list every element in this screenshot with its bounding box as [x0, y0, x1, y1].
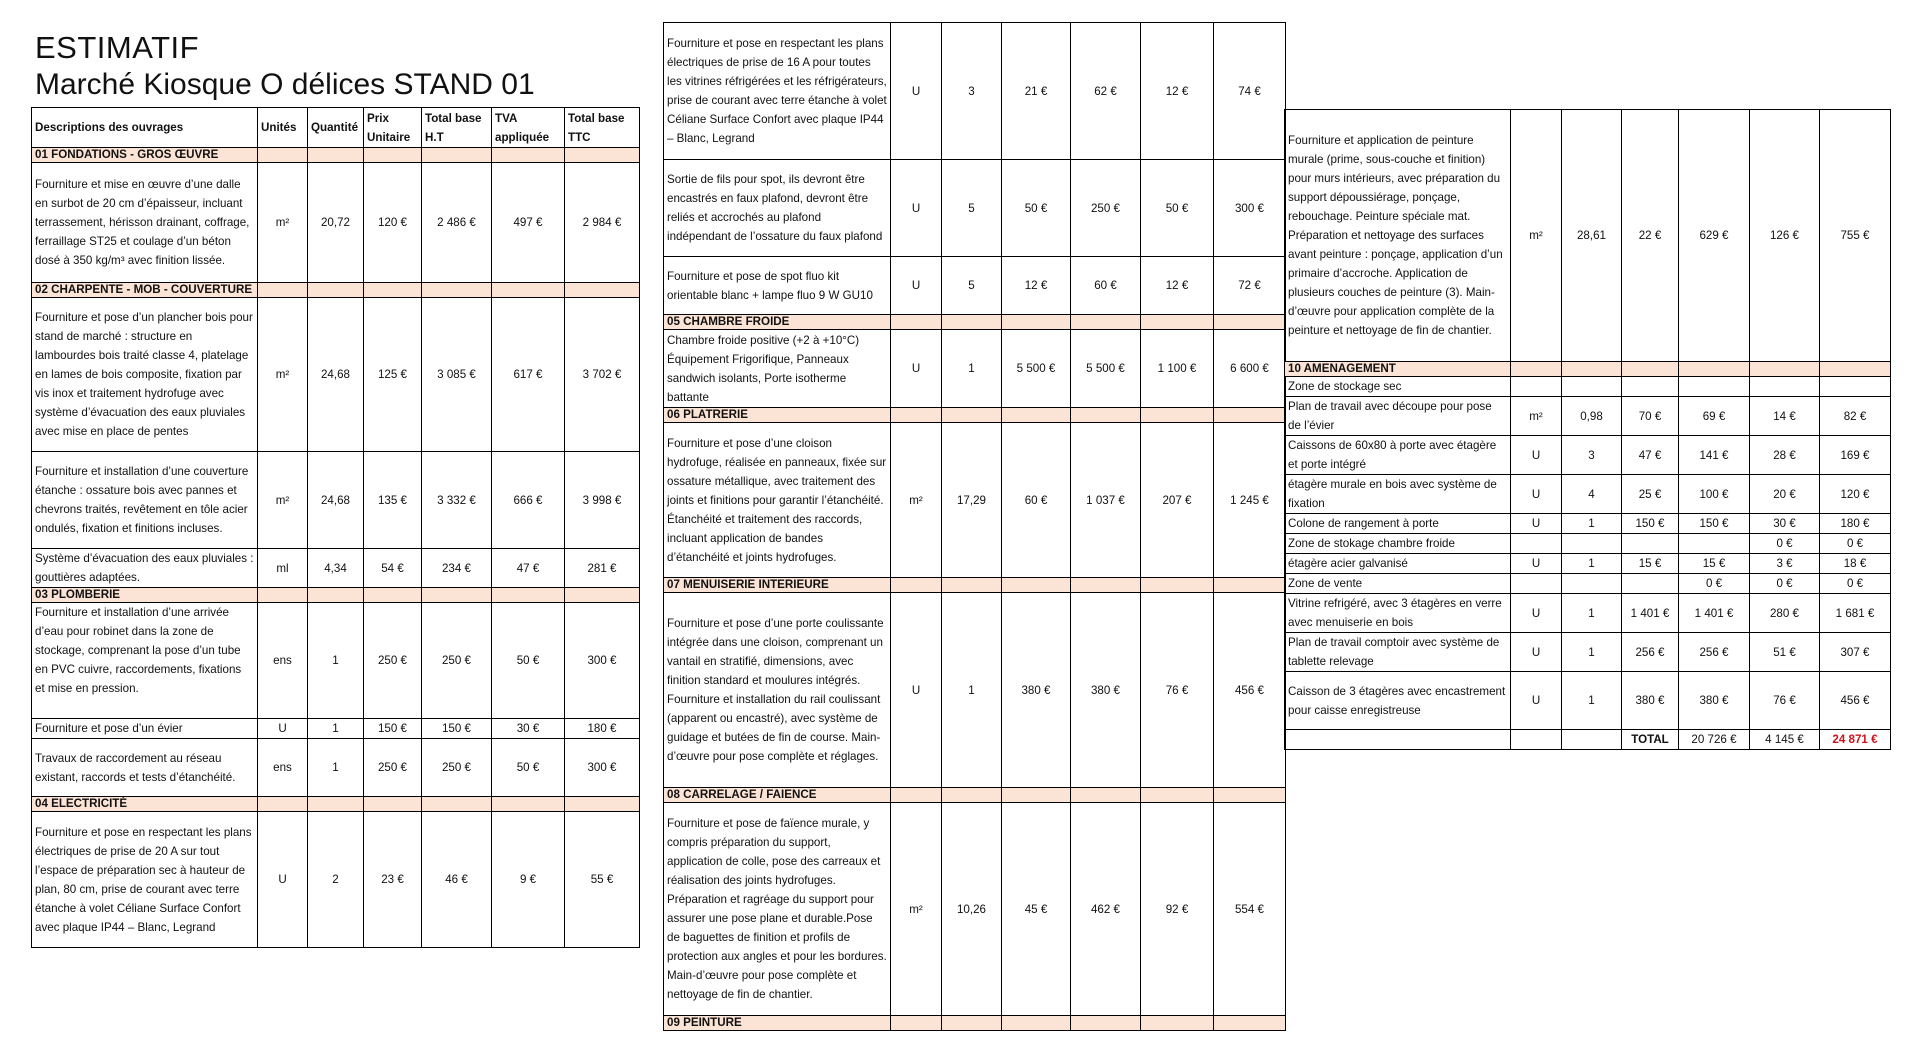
total-ht: 20 726 € [1679, 730, 1750, 750]
cell-pu: 250 € [364, 603, 422, 719]
cell-tva: 497 € [492, 163, 565, 283]
cell-ht: 3 085 € [422, 298, 492, 452]
section-row [664, 408, 1286, 423]
cell-ht: 0 € [1679, 574, 1750, 594]
cell-ht: 15 € [1679, 554, 1750, 574]
cell-tva: 14 € [1750, 397, 1820, 436]
cell-unit: ml [258, 549, 308, 588]
cell-ht: 60 € [1071, 257, 1141, 315]
cell-qty: 4 [1562, 475, 1622, 514]
cell-desc: Fourniture et pose d’un évier [32, 719, 258, 739]
section-title: 07 MENUISERIE INTERIEURE [664, 578, 891, 593]
section-title: 09 PEINTURE [664, 1016, 891, 1031]
cell-desc: Fourniture et pose d’une porte coulissante intégrée dans une cloison, comprenant un vantail en stratifié, dimensions, avec finition standard et moulures intégrés. Fourniture et installation du rail coulissant (apparent ou encastré), avec système de guidage et butées de fin de course. Main-d’œuvre pour pose complète et réglages. [664, 593, 891, 788]
cell-ttc: 180 € [565, 719, 640, 739]
cell-unit: U [1511, 633, 1562, 672]
cell-qty: 1 [1562, 554, 1622, 574]
estimate-table-2 [663, 22, 1286, 1031]
section-title: 10 AMENAGEMENT [1285, 362, 1511, 377]
table-row [664, 23, 1286, 160]
section-row [664, 788, 1286, 803]
header-unit: Unités [258, 108, 308, 148]
cell-tva: 0 € [1750, 574, 1820, 594]
cell-pu: 50 € [1002, 160, 1071, 257]
cell-tva: 50 € [492, 739, 565, 797]
cell-tva: 207 € [1141, 423, 1214, 578]
cell-pu: 54 € [364, 549, 422, 588]
cell-qty: 1 [1562, 672, 1622, 730]
cell-tva [1750, 377, 1820, 397]
cell-desc: Fourniture et pose en respectant les plans électriques de prise de 16 A pour toutes les vitrines réfrigérées et les réfrigérateurs, prise de courant avec terre étanche à volet Céliane Surface Confort avec plaque IP44 – Blanc, Legrand [664, 23, 891, 160]
cell-unit: ens [258, 739, 308, 797]
page-subtitle: Marché Kiosque O délices STAND 01 [35, 68, 535, 101]
cell-unit: U [891, 330, 942, 408]
cell-ht: 150 € [1679, 514, 1750, 534]
cell-desc: Fourniture et application de peinture murale (prime, sous-couche et finition) pour murs intérieurs, avec préparation du support dépoussiérage, ponçage, rebouchage. Peinture spéciale mat. Préparation et nettoyage des surfaces avant peinture : ponçage, application d’un primaire d’accroche. Application de plusieurs couches de peinture (3). Main-d’œuvre pour application complète de la peinture et nettoyage de fin de chantier. [1285, 110, 1511, 362]
cell-tva: 20 € [1750, 475, 1820, 514]
table-row [1285, 633, 1891, 672]
cell-qty: 1 [942, 593, 1002, 788]
cell-qty: 1 [308, 719, 364, 739]
cell-pu: 25 € [1622, 475, 1679, 514]
cell-pu [1622, 574, 1679, 594]
cell-tva: 30 € [1750, 514, 1820, 534]
cell-desc: Plan de travail comptoir avec système de tablette relevage [1285, 633, 1511, 672]
table-row [1285, 672, 1891, 730]
cell-ht: 380 € [1071, 593, 1141, 788]
cell-ttc: 3 702 € [565, 298, 640, 452]
cell-unit: m² [891, 423, 942, 578]
cell-unit: U [891, 23, 942, 160]
cell-qty: 5 [942, 160, 1002, 257]
cell-pu: 250 € [364, 739, 422, 797]
cell-ht: 100 € [1679, 475, 1750, 514]
cell-tva: 30 € [492, 719, 565, 739]
cell-ht: 150 € [422, 719, 492, 739]
cell-pu [1622, 534, 1679, 554]
cell-unit: U [891, 257, 942, 315]
table-row [1285, 514, 1891, 534]
table-row [664, 257, 1286, 315]
cell-qty: 3 [1562, 436, 1622, 475]
cell-pu: 21 € [1002, 23, 1071, 160]
table-row [32, 452, 640, 549]
table-row [1285, 594, 1891, 633]
cell-ttc: 72 € [1214, 257, 1286, 315]
cell-ht: 234 € [422, 549, 492, 588]
cell-unit [1511, 534, 1562, 554]
cell-tva: 28 € [1750, 436, 1820, 475]
cell-ttc: 281 € [565, 549, 640, 588]
cell-ttc: 456 € [1214, 593, 1286, 788]
header-ht: Total base H.T [422, 108, 492, 148]
cell-pu: 120 € [364, 163, 422, 283]
cell-pu: 150 € [364, 719, 422, 739]
table-row [1285, 534, 1891, 554]
cell-unit: m² [258, 452, 308, 549]
estimate-table-3 [1284, 109, 1891, 750]
cell-desc: Fourniture et installation d’une arrivée d’eau pour robinet dans la zone de stockage, comprenant la pose d’un tube en PVC cuivre, raccordements, fixations et mise en pression. [32, 603, 258, 719]
section-title: 03 PLOMBERIE [32, 588, 258, 603]
cell-ht: 462 € [1071, 803, 1141, 1016]
table-row [32, 298, 640, 452]
section-title: 02 CHARPENTE - MOB - COUVERTURE [32, 283, 258, 298]
cell-tva: 12 € [1141, 257, 1214, 315]
table-row [32, 812, 640, 948]
table-row [664, 803, 1286, 1016]
cell-ttc: 6 600 € [1214, 330, 1286, 408]
table-row [32, 603, 640, 719]
cell-ttc: 120 € [1820, 475, 1891, 514]
cell-unit: ens [258, 603, 308, 719]
cell-qty [1562, 377, 1622, 397]
table-row [1285, 574, 1891, 594]
cell-ttc: 307 € [1820, 633, 1891, 672]
cell-ht: 250 € [422, 739, 492, 797]
cell-ht: 380 € [1679, 672, 1750, 730]
cell-desc: Chambre froide positive (+2 à +10°C) Équipement Frigorifique, Panneaux sandwich isolants, Porte isotherme battante [664, 330, 891, 408]
cell-qty: 1 [1562, 514, 1622, 534]
header-tva: TVA appliquée [492, 108, 565, 148]
cell-qty: 1 [308, 603, 364, 719]
cell-qty: 2 [308, 812, 364, 948]
cell-tva: 51 € [1750, 633, 1820, 672]
section-title: 08 CARRELAGE / FAIENCE [664, 788, 891, 803]
cell-ttc: 2 984 € [565, 163, 640, 283]
table-row [1285, 110, 1891, 362]
table-row [32, 719, 640, 739]
cell-desc: Sortie de fils pour spot, ils devront être encastrés en faux plafond, devront être reliés et accrochés au plafond indépendant de l’ossature du faux plafond [664, 160, 891, 257]
cell-desc: Zone de vente [1285, 574, 1511, 594]
cell-unit: U [1511, 594, 1562, 633]
table-row [32, 163, 640, 283]
cell-pu: 60 € [1002, 423, 1071, 578]
cell-ttc: 3 998 € [565, 452, 640, 549]
cell-ht: 250 € [1071, 160, 1141, 257]
cell-desc: Caisson de 3 étagères avec encastrement pour caisse enregistreuse [1285, 672, 1511, 730]
cell-unit: U [1511, 514, 1562, 534]
cell-ttc [1820, 377, 1891, 397]
cell-pu: 380 € [1002, 593, 1071, 788]
table-row [1285, 377, 1891, 397]
cell-qty: 1 [1562, 594, 1622, 633]
cell-tva: 50 € [492, 603, 565, 719]
page-title: ESTIMATIF [35, 30, 200, 65]
cell-pu: 22 € [1622, 110, 1679, 362]
cell-ttc: 180 € [1820, 514, 1891, 534]
cell-qty: 24,68 [308, 298, 364, 452]
cell-desc: Fourniture et pose de faïence murale, y compris préparation du support, application de colle, pose des carreaux et réalisation des joints hydrofuges. Préparation et ragréage du support pour assurer une pose plane et durable.Pose de baguettes de finition et profils de protection aux angles et pour les bordures. Main-d’œuvre pour pose complète et nettoyage de fin de chantier. [664, 803, 891, 1016]
cell-qty: 10,26 [942, 803, 1002, 1016]
cell-ht: 69 € [1679, 397, 1750, 436]
section-row [664, 1016, 1286, 1031]
header-desc: Descriptions des ouvrages [32, 108, 258, 148]
cell-ttc: 755 € [1820, 110, 1891, 362]
table-row [1285, 554, 1891, 574]
cell-unit: U [1511, 436, 1562, 475]
table-row [664, 330, 1286, 408]
cell-ht: 1 401 € [1679, 594, 1750, 633]
cell-ht: 141 € [1679, 436, 1750, 475]
cell-pu: 380 € [1622, 672, 1679, 730]
cell-qty: 17,29 [942, 423, 1002, 578]
cell-qty: 20,72 [308, 163, 364, 283]
cell-qty: 28,61 [1562, 110, 1622, 362]
cell-desc: Système d’évacuation des eaux pluviales : gouttières adaptées. [32, 549, 258, 588]
cell-desc: Vitrine refrigéré, avec 3 étagères en verre avec menuiserie en bois [1285, 594, 1511, 633]
cell-desc: Fourniture et pose de spot fluo kit orientable blanc + lampe fluo 9 W GU10 [664, 257, 891, 315]
section-row [664, 578, 1286, 593]
cell-desc: Colone de rangement à porte [1285, 514, 1511, 534]
cell-qty: 1 [942, 330, 1002, 408]
cell-ttc: 0 € [1820, 534, 1891, 554]
table-row [32, 739, 640, 797]
cell-tva: 76 € [1750, 672, 1820, 730]
cell-ht: 250 € [422, 603, 492, 719]
cell-ttc: 55 € [565, 812, 640, 948]
total-tva: 4 145 € [1750, 730, 1820, 750]
cell-ht: 629 € [1679, 110, 1750, 362]
cell-qty [1562, 574, 1622, 594]
cell-tva: 1 100 € [1141, 330, 1214, 408]
cell-unit: m² [891, 803, 942, 1016]
cell-desc: Zone de stokage chambre froide [1285, 534, 1511, 554]
cell-desc: Fourniture et installation d’une couverture étanche : ossature bois avec pannes et chevrons traités, revêtement en tôle acier ondulés, fixation et finitions incluses. [32, 452, 258, 549]
cell-unit: U [1511, 672, 1562, 730]
cell-ttc: 1 681 € [1820, 594, 1891, 633]
cell-tva: 126 € [1750, 110, 1820, 362]
total-row [1285, 730, 1891, 750]
table-row [1285, 436, 1891, 475]
cell-ht: 1 037 € [1071, 423, 1141, 578]
cell-ttc: 1 245 € [1214, 423, 1286, 578]
table-row [664, 160, 1286, 257]
cell-qty: 0,98 [1562, 397, 1622, 436]
cell-tva: 47 € [492, 549, 565, 588]
cell-pu: 1 401 € [1622, 594, 1679, 633]
cell-ht: 62 € [1071, 23, 1141, 160]
cell-qty: 4,34 [308, 549, 364, 588]
cell-tva: 9 € [492, 812, 565, 948]
table-row [32, 549, 640, 588]
estimate-table-1 [31, 107, 640, 948]
cell-ht [1679, 377, 1750, 397]
table-row [664, 423, 1286, 578]
cell-qty: 5 [942, 257, 1002, 315]
cell-unit: U [1511, 554, 1562, 574]
cell-unit [1511, 574, 1562, 594]
cell-ttc: 74 € [1214, 23, 1286, 160]
section-title: 01 FONDATIONS - GROS ŒUVRE [32, 148, 258, 163]
cell-ht: 2 486 € [422, 163, 492, 283]
cell-desc: Zone de stockage sec [1285, 377, 1511, 397]
cell-unit: U [1511, 475, 1562, 514]
cell-pu: 47 € [1622, 436, 1679, 475]
cell-desc: Fourniture et pose d’une cloison hydrofuge, réalisée en panneaux, fixée sur ossature métallique, avec traitement des joints et finitions pour garantir l’étanchéité. Étanchéité et traitement des raccords, incluant application de bandes d’étanchéité et joints hydrofuges. [664, 423, 891, 578]
cell-qty: 3 [942, 23, 1002, 160]
cell-tva: 0 € [1750, 534, 1820, 554]
cell-unit: m² [258, 163, 308, 283]
cell-tva: 280 € [1750, 594, 1820, 633]
section-row [1285, 362, 1891, 377]
cell-ttc: 300 € [565, 739, 640, 797]
cell-ht [1679, 534, 1750, 554]
header-qty: Quantité [308, 108, 364, 148]
cell-qty [1562, 534, 1622, 554]
cell-tva: 617 € [492, 298, 565, 452]
cell-pu: 256 € [1622, 633, 1679, 672]
header-pu: Prix Unitaire [364, 108, 422, 148]
cell-desc: Fourniture et pose d’un plancher bois pour stand de marché : structure en lambourdes bois traité classe 4, platelage en lames de bois composite, fixation par vis inox et traitement hydrofuge avec système d’évacuation des eaux pluviales avec mise en place de pentes [32, 298, 258, 452]
total-label: TOTAL [1622, 730, 1679, 750]
table-row [664, 593, 1286, 788]
cell-ttc: 169 € [1820, 436, 1891, 475]
cell-ttc: 554 € [1214, 803, 1286, 1016]
cell-unit: m² [1511, 397, 1562, 436]
cell-desc: Plan de travail avec découpe pour pose de l’évier [1285, 397, 1511, 436]
cell-unit: U [258, 812, 308, 948]
cell-qty: 1 [1562, 633, 1622, 672]
section-title: 06 PLATRERIE [664, 408, 891, 423]
cell-ttc: 18 € [1820, 554, 1891, 574]
cell-pu: 70 € [1622, 397, 1679, 436]
cell-pu: 150 € [1622, 514, 1679, 534]
cell-ttc: 456 € [1820, 672, 1891, 730]
cell-tva: 666 € [492, 452, 565, 549]
cell-pu: 125 € [364, 298, 422, 452]
cell-unit: U [258, 719, 308, 739]
cell-pu: 23 € [364, 812, 422, 948]
total-ttc: 24 871 € [1820, 730, 1891, 750]
cell-pu: 15 € [1622, 554, 1679, 574]
cell-ht: 256 € [1679, 633, 1750, 672]
cell-ttc: 300 € [1214, 160, 1286, 257]
section-row [32, 283, 640, 298]
cell-pu [1622, 377, 1679, 397]
cell-tva: 92 € [1141, 803, 1214, 1016]
table-row [1285, 397, 1891, 436]
cell-tva: 12 € [1141, 23, 1214, 160]
cell-ht: 46 € [422, 812, 492, 948]
table-header-row [32, 108, 640, 148]
cell-qty: 1 [308, 739, 364, 797]
section-title: 05 CHAMBRE FROIDE [664, 315, 891, 330]
cell-unit: U [891, 160, 942, 257]
cell-pu: 12 € [1002, 257, 1071, 315]
cell-ttc: 300 € [565, 603, 640, 719]
cell-ht: 5 500 € [1071, 330, 1141, 408]
cell-unit: m² [1511, 110, 1562, 362]
cell-qty: 24,68 [308, 452, 364, 549]
cell-desc: étagère murale en bois avec système de fixation [1285, 475, 1511, 514]
cell-tva: 76 € [1141, 593, 1214, 788]
cell-ttc: 82 € [1820, 397, 1891, 436]
section-row [664, 315, 1286, 330]
cell-tva: 3 € [1750, 554, 1820, 574]
cell-desc: Travaux de raccordement au réseau existant, raccords et tests d’étanchéité. [32, 739, 258, 797]
cell-ttc: 0 € [1820, 574, 1891, 594]
cell-desc: Fourniture et pose en respectant les plans électriques de prise de 20 A sur tout l’espace de préparation sec à hauteur de plan, 80 cm, prise de courant avec terre étanche à volet Céliane Surface Confort avec plaque IP44 – Blanc, Legrand [32, 812, 258, 948]
cell-tva: 50 € [1141, 160, 1214, 257]
cell-ht: 3 332 € [422, 452, 492, 549]
cell-unit [1511, 377, 1562, 397]
cell-unit: m² [258, 298, 308, 452]
cell-unit: U [891, 593, 942, 788]
section-title: 04 ELECTRICITÉ [32, 797, 258, 812]
cell-desc: Fourniture et mise en œuvre d’une dalle en surbot de 20 cm d’épaisseur, incluant terrassement, hérisson drainant, coffrage, ferraillage ST25 et coulage d’un béton dosé à 350 kg/m³ avec finition lissée. [32, 163, 258, 283]
section-row [32, 797, 640, 812]
cell-pu: 45 € [1002, 803, 1071, 1016]
cell-pu: 135 € [364, 452, 422, 549]
cell-pu: 5 500 € [1002, 330, 1071, 408]
header-ttc: Total base TTC [565, 108, 640, 148]
cell-desc: étagère acier galvanisé [1285, 554, 1511, 574]
section-row [32, 588, 640, 603]
section-row [32, 148, 640, 163]
cell-desc: Caissons de 60x80 à porte avec étagère et porte intégré [1285, 436, 1511, 475]
table-row [1285, 475, 1891, 514]
